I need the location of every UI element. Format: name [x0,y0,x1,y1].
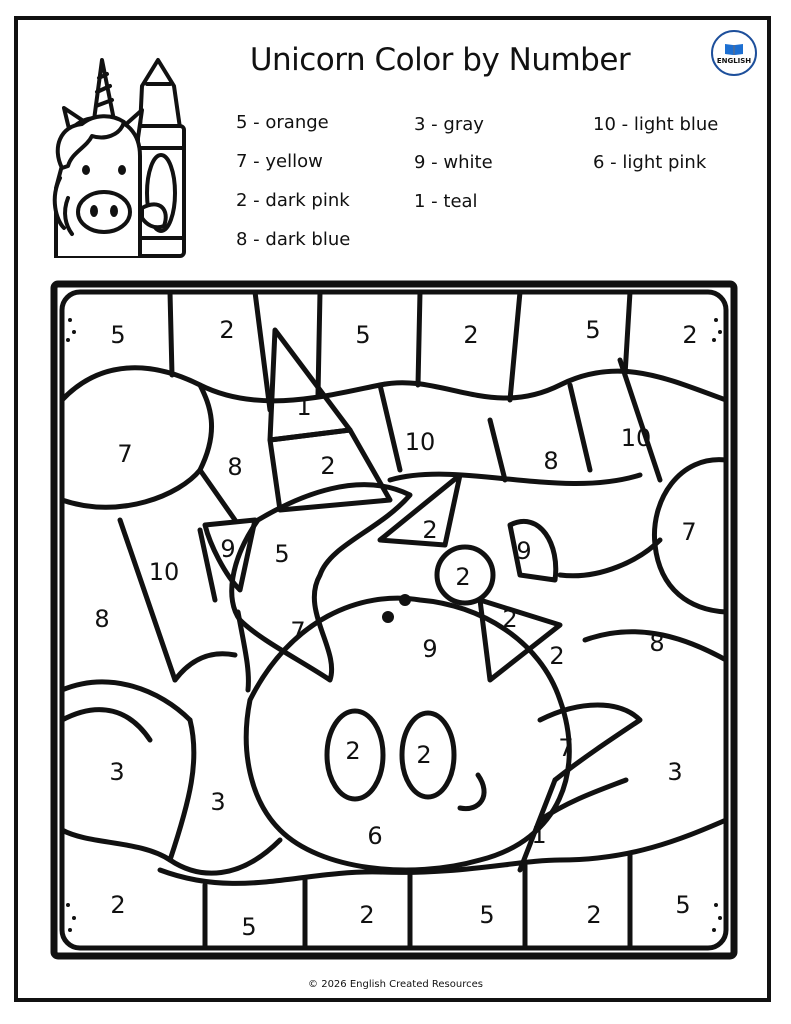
region-number: 8 [227,453,243,481]
region-number: 2 [549,642,565,670]
key-item: 10 - light blue [593,114,719,135]
region-number: 1 [296,393,312,421]
region-number: 5 [355,321,371,349]
region-number: 7 [117,440,133,468]
region-number: 5 [479,901,495,929]
region-number: 2 [455,563,471,591]
key-item: 1 - teal [414,191,478,212]
region-number: 3 [667,758,683,786]
region-number: 9 [516,537,532,565]
region-number: 5 [675,891,691,919]
key-item: 8 - dark blue [236,229,351,250]
page-title: Unicorn Color by Number [249,42,631,78]
book-icon [724,42,744,56]
region-number: 5 [274,540,290,568]
coloring-board [50,280,738,960]
copyright-notice: © 2026 English Created Resources [308,979,483,990]
region-number: 8 [94,605,110,633]
region-number: 7 [681,518,697,546]
region-number: 7 [290,617,306,645]
key-item: 6 - light pink [593,152,707,173]
region-number: 2 [586,901,602,929]
region-number: 2 [463,321,479,349]
region-number: 6 [367,822,383,850]
key-item: 2 - dark pink [236,190,350,211]
region-number: 5 [110,321,126,349]
region-number: 2 [110,891,126,919]
region-number: 7 [558,734,574,762]
region-number: 2 [219,316,235,344]
region-number: 2 [682,321,698,349]
region-number: 2 [502,605,518,633]
key-item: 9 - white [414,152,493,173]
region-number: 8 [649,629,665,657]
region-number: 9 [422,635,438,663]
region-number: 3 [210,788,226,816]
region-number: 5 [241,913,257,941]
region-number: 10 [404,428,436,456]
region-number: 2 [416,741,432,769]
region-number: 2 [320,452,336,480]
unicorn-crayon-illustration [42,48,210,258]
key-item: 5 - orange [236,112,329,133]
region-number: 10 [620,424,652,452]
region-number: 2 [359,901,375,929]
region-number: 2 [345,737,361,765]
region-number: 2 [422,516,438,544]
region-number: 3 [109,758,125,786]
region-number: 5 [585,316,601,344]
key-item: 3 - gray [414,114,484,135]
region-number: 1 [531,821,547,849]
key-item: 7 - yellow [236,151,323,172]
region-number: 8 [543,447,559,475]
region-number: 9 [220,535,236,563]
region-number: 10 [148,558,180,586]
publisher-logo [711,30,757,76]
logo-text: ENGLISH [716,56,752,65]
